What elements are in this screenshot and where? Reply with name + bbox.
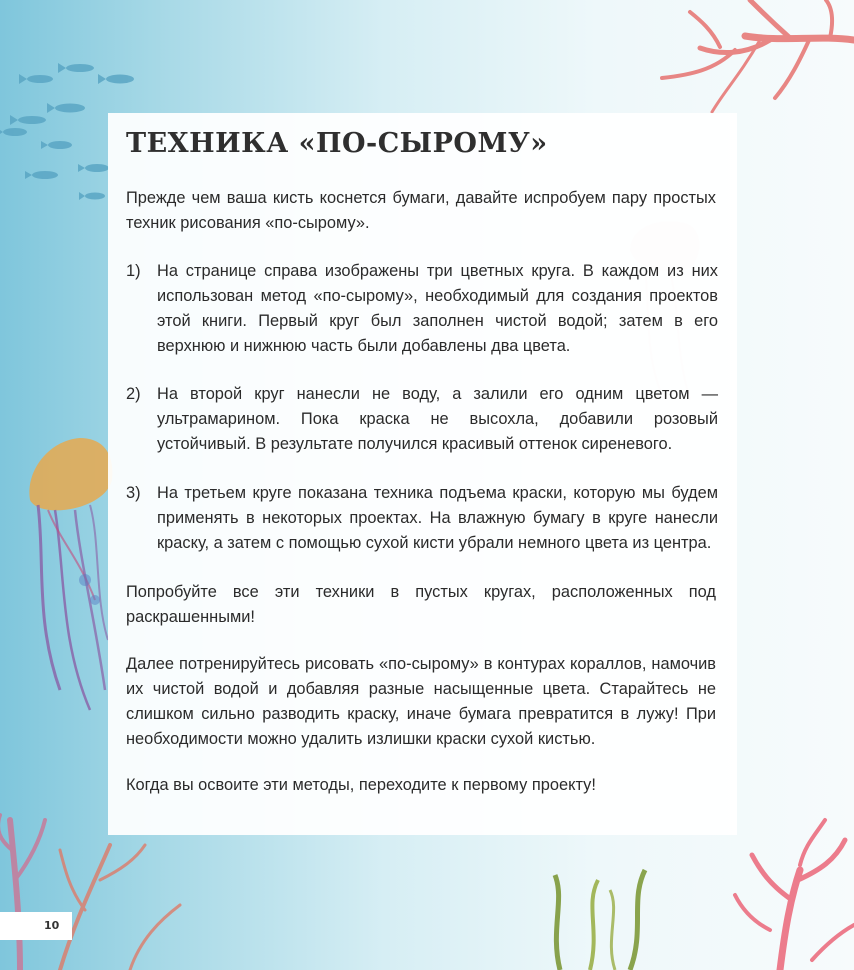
- seaweed-bottom: [555, 870, 645, 970]
- coral-top-right: [662, 0, 854, 112]
- list-item-number: 3): [126, 484, 141, 502]
- fish-icon: [19, 74, 53, 84]
- practice-paragraph: Попробуйте все эти техники в пустых кругах, расположенных под раскрашенными!: [126, 583, 716, 626]
- intro-paragraph: Прежде чем ваша кисть коснется бумаги, давайте испробуем пару простых техник рисования «по-сырому».: [126, 189, 716, 232]
- page-number: 10: [44, 919, 60, 932]
- coral-bottom-right: [735, 820, 854, 970]
- list-item-text: На второй круг нанесли не воду, а залили его одним цветом — ультрамарином. Пока краска не высохла, добавили розовый устойчивый. В результате получился красивый оттенок сиреневого.: [157, 385, 718, 453]
- fish-icon: [79, 192, 105, 200]
- list-item: [126, 481, 718, 556]
- page-title: ТЕХНИКА «ПО-СЫРОМУ»: [126, 128, 548, 159]
- list-item: [126, 259, 718, 359]
- fish-icon: [78, 164, 109, 172]
- list-item-text: На странице справа изображены три цветных круга. В каждом из них использован метод «по-сырому», необходимый для создания проектов этой книги. Первый круг был заполнен чистой водой; затем в его верхнюю и нижнюю часть были добавлены два цвета.: [157, 262, 718, 355]
- fish-icon: [25, 171, 58, 179]
- page-number-box: [0, 912, 72, 940]
- closing-paragraph: Когда вы освоите эти методы, переходите к первому проекту!: [126, 776, 596, 794]
- fish-icon: [0, 128, 27, 136]
- coral-practice-paragraph: Далее потренируйтесь рисовать «по-сырому» в контурах кораллов, намочив их чистой водой и добавляя разные насыщенные цвета. Старайтесь не слишком сильно разводить краску, иначе бумага превратится в лужу! При необходимости можно удалить излишки краски сухой кистью.: [126, 655, 716, 748]
- list-item-number: 2): [126, 385, 141, 403]
- fish-icon: [47, 103, 85, 113]
- fish-icon: [10, 115, 46, 125]
- list-item-number: 1): [126, 262, 141, 280]
- fish-icon: [98, 74, 134, 84]
- list-item-text: На третьем круге показана техника подъема краски, которую мы будем применять в некоторых проектах. На влажную бумагу в круге нанесли краску, а затем с помощью сухой кисти убрали немного цвета из центра.: [157, 484, 718, 552]
- fish-icon: [41, 141, 72, 149]
- list-item: [126, 382, 718, 457]
- fish-icon: [58, 63, 94, 73]
- coral-bottom-left: [0, 815, 180, 970]
- jellyfish-left: [29, 438, 112, 710]
